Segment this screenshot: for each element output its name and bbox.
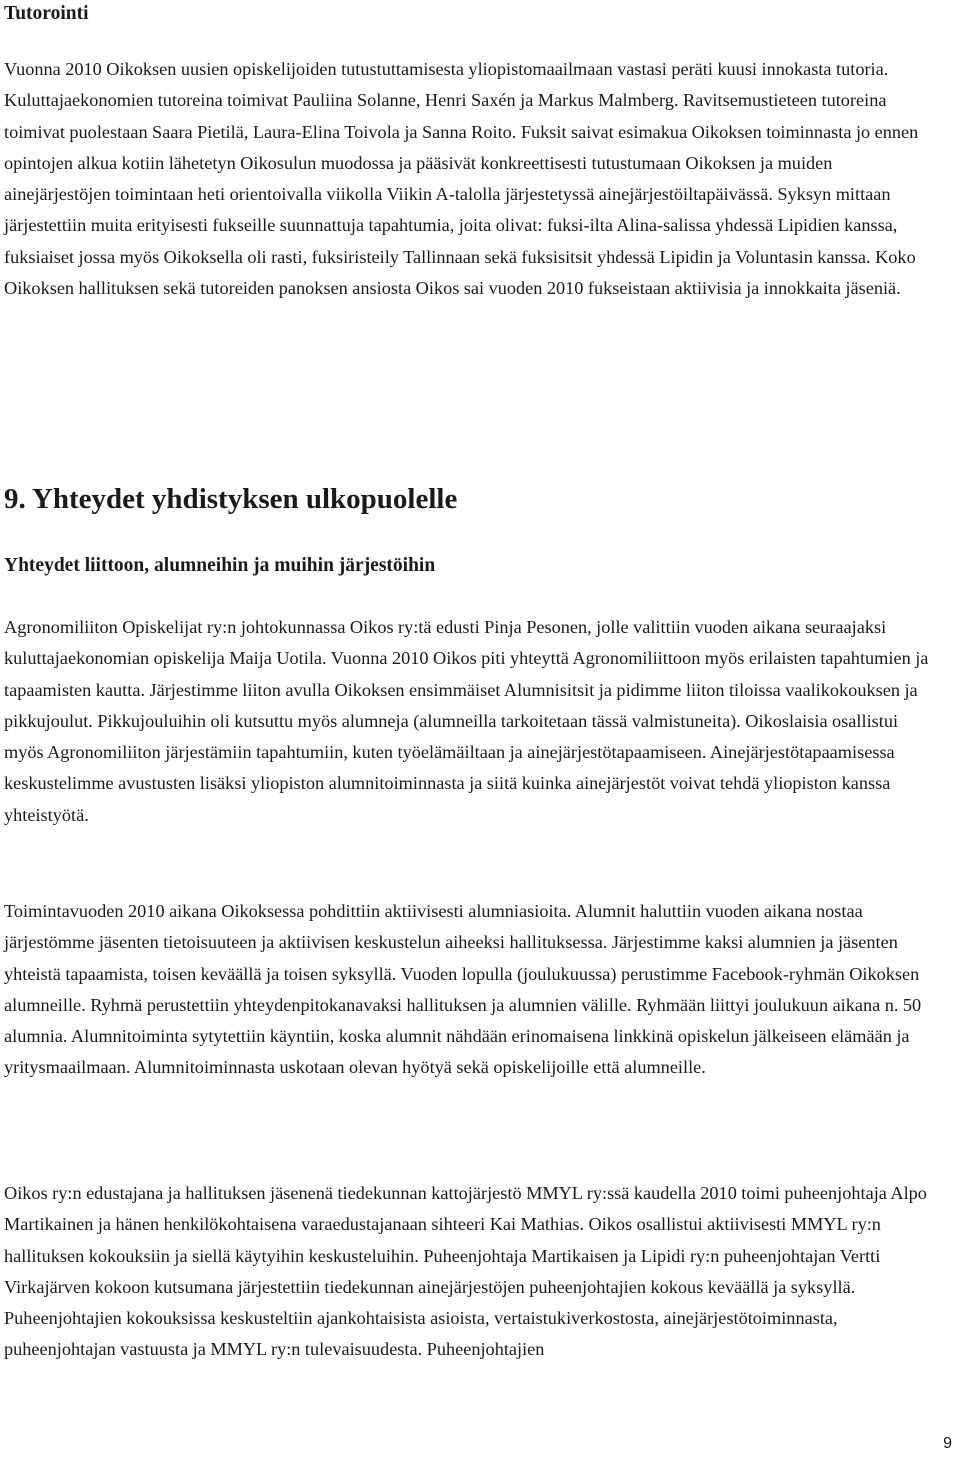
section-heading-9: 9. Yhteydet yhdistyksen ulkopuolelle	[4, 483, 458, 515]
page-number: 9	[943, 1435, 952, 1452]
paragraph-mmyl: Oikos ry:n edustajana ja hallituksen jäsenenä tiedekunnan kattojärjestö MMYL ry:ssä kaudella 2010 toimi puheenjohtaja Alpo Martikainen ja hänen henkilökohtaisena varaedustajanaan sihteeri Kai Mathias. Oikos osallistui aktiivisesti MMYL ry:n hallituksen kokouksiin ja siellä käytyihin keskusteluihin. Puheenjohtaja Martikaisen ja Lipidi ry:n puheenjohtajan Vertti Virkajärven kokoon kutsumana järjestettiin tiedekunnan ainejärjestöjen puheenjohtajien kokous keväällä ja syksyllä. Puheenjohtajien kokouksissa keskusteltiin ajankohtaisista asioista, vertaistukiverkostosta, ainejärjestötoiminnasta, puheenjohtajan vastuusta ja MMYL ry:n tulevaisuudesta. Puheenjohtajien	[4, 1183, 927, 1360]
tutoring-paragraph: Vuonna 2010 Oikoksen uusien opiskelijoiden tutustuttamisesta yliopistomaailmaan vastasi peräti kuusi innokasta tutoria. Kuluttajaekonomien tutoreina toimivat Pauliina Solanne, Henri Saxén ja Markus Malmberg. Ravitsemustieteen tutoreina toimivat puolestaan Saara Pietilä, Laura-Elina Toivola ja Sanna Roito. Fuksit saivat esimakua Oikoksen toiminnasta jo ennen opintojen alkua kotiin lähetetyn Oikosulun muodossa ja pääsivät konkreettisesti tutustumaan Oikoksen ja muiden ainejärjestöjen toimintaan heti orientoivalla viikolla Viikin A-talolla järjestetyssä ainejärjestöiltapäivässä. Syksyn mittaan järjestettiin muita erityisesti fukseille suunnattuja tapahtumia, joita olivat: fuksi-ilta Alina-salissa yhdessä Lipidien kanssa, fuksiaiset jossa myös Oikoksella oli rasti, fuksiristeily Tallinnaan sekä fuksisitsit yhdessä Lipidin ja Voluntasin kanssa. Koko Oikoksen hallituksen sekä tutoreiden panoksen ansiosta Oikos sai vuoden 2010 fukseistaan aktiivisia ja innokkaita jäseniä.	[4, 59, 919, 299]
paragraph-alumni: Toimintavuoden 2010 aikana Oikoksessa pohdittiin aktiivisesti alumniasioita. Alumnit haluttiin vuoden aikana nostaa järjestömme jäsenten tietoisuuteen ja aktiivisen keskustelun aiheeksi hallituksessa. Järjestimme kaksi alumnien ja jäsenten yhteistä tapaamista, toisen keväällä ja toisen syksyllä. Vuoden lopulla (joulukuussa) perustimme Facebook-ryhmän Oikoksen alumneille. Ryhmä perustettiin yhteydenpitokanavaksi hallituksen ja alumnien välille. Ryhmään liittyi joulukuun aikana n. 50 alumnia. Alumnitoiminta sytytettiin käyntiin, koska alumnit nähdään erinomaisena linkkinä opiskelun jälkeiseen elämään ja yritysmaailmaan. Alumnitoiminnasta uskotaan olevan hyötyä sekä opiskelijoille että alumneille.	[4, 901, 922, 1078]
section-heading-tutoring: Tutorointi	[4, 3, 89, 24]
section-subheading-connections: Yhteydet liittoon, alumneihin ja muihin järjestöihin	[4, 555, 436, 576]
paragraph-agronomiliitto: Agronomiliiton Opiskelijat ry:n johtokunnassa Oikos ry:tä edusti Pinja Pesonen, jolle valittiin vuoden aikana seuraajaksi kuluttajaekonomian opiskelija Maija Uotila. Vuonna 2010 Oikos piti yhteyttä Agronomiliittoon myös erilaisten tapahtumien ja tapaamisten kautta. Järjestimme liiton avulla Oikoksen ensimmäiset Alumnisitsit ja pidimme liiton tiloissa vaalikokouksen ja pikkujoulut. Pikkujouluihin oli kutsuttu myös alumneja (alumneilla tarkoitetaan tässä valmistuneita). Oikoslaisia osallistui myös Agronomiliiton järjestämiin tapahtumiin, kuten työelämäiltaan ja ainejärjestötapaamiseen. Ainejärjestötapaamisessa keskustelimme avustusten lisäksi yliopiston alumnitoiminnasta ja siitä kuinka ainejärjestöt voivat tehdä yliopiston kanssa yhteistyötä.	[4, 617, 929, 825]
